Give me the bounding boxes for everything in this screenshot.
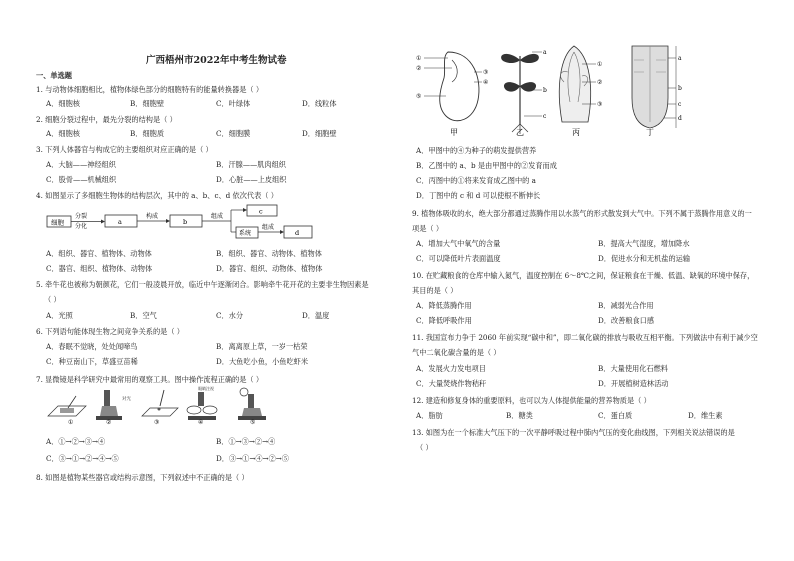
seed-marker-3: ③ <box>483 69 489 76</box>
q10-option-d[interactable]: D．改善粮食口感 <box>598 316 655 325</box>
q11-option-a[interactable]: A．发展火力发电项目 <box>416 364 486 373</box>
arrow-head <box>243 208 247 212</box>
diagram-form-label: 构成 <box>146 213 159 220</box>
section-heading: 一、单选题 <box>36 71 72 80</box>
step-3-marker: ③ <box>154 419 160 426</box>
q8-option-a[interactable]: A．甲图中的④为种子的萌发提供营养 <box>416 146 537 155</box>
q3-option-c[interactable]: C．股骨——机械组织 <box>46 175 117 184</box>
step-1-marker: ① <box>68 419 74 426</box>
figure-label-yi: 乙 <box>516 128 524 137</box>
q1-option-b[interactable]: B．细胞壁 <box>130 99 165 108</box>
figure-bud <box>559 46 602 137</box>
question-12-stem: 12. 建造和修复身体的重要原料，也可以为人体提供能量的营养物质是（ ） <box>412 396 651 405</box>
q10-option-b[interactable]: B．减弱光合作用 <box>598 301 654 310</box>
bud-marker-2: ② <box>597 79 603 86</box>
question-13-stem-line1: 13. 如图为在一个标准大气压下的一次平静呼吸过程中肺内气压的变化曲线图，下列相关说法错误的是 <box>412 428 735 437</box>
question-5-stem-line1: 5. 牵牛花也被称为朝颜花，它们一般凌晨开放，临近中午逐渐闭合。影响牵牛花开花的主要非生物因素是 <box>36 280 369 289</box>
question-3-stem: 3. 下列人体器官与构成它的主要组织对应正确的是（ ） <box>36 145 213 154</box>
page-title: 广西梧州市2022年中考生物试卷 <box>146 55 287 66</box>
q9-option-b[interactable]: B．提高大气湿度，增加降水 <box>598 239 690 248</box>
q3-option-b[interactable]: B．汗腺——肌肉组织 <box>216 160 286 169</box>
root-letter-c: c <box>678 101 682 108</box>
diagram-c-label: c <box>259 207 263 216</box>
q9-option-a[interactable]: A．增加大气中氧气的含量 <box>416 239 501 248</box>
diagram-b-label: b <box>183 218 188 226</box>
bud-marker-3: ③ <box>597 101 603 108</box>
q8-option-d[interactable]: D．丁图中的 c 和 d 可以使根不断伸长 <box>416 191 541 200</box>
q10-option-a[interactable]: A．降低蒸腾作用 <box>416 301 472 310</box>
question-9-stem-line1: 9. 植物体吸收的水，绝大部分都通过蒸腾作用以水蒸气的形式散发到大气中。下列不属于蒸腾作用意义的一 <box>412 209 752 218</box>
root-letter-b: b <box>678 85 682 92</box>
step-1-slide <box>48 396 86 426</box>
q6-option-d[interactable]: D．大鱼吃小鱼，小鱼吃虾米 <box>216 357 309 366</box>
q12-option-a[interactable]: A．脂肪 <box>416 411 443 420</box>
diagram-system-label: 系统 <box>239 230 252 237</box>
diagram-cell-label: 细胞 <box>51 218 64 227</box>
step-2-microscope <box>96 390 131 426</box>
q4-option-a[interactable]: A．组织、器官、植物体、动物体 <box>46 249 152 258</box>
diagram-differ-label: 分化 <box>75 223 88 230</box>
q3-option-d[interactable]: D．心脏——上皮组织 <box>216 175 287 184</box>
q5-option-a[interactable]: A．光照 <box>46 311 73 320</box>
root-letter-a: a <box>678 55 682 62</box>
question-10-stem-line2: 其目的是（ ） <box>412 286 458 295</box>
figure-seedling <box>501 49 547 137</box>
step-5-observe <box>238 388 266 426</box>
q12-option-c[interactable]: C．蛋白质 <box>598 411 633 420</box>
q6-option-b[interactable]: B．离离原上草，一岁一枯荣 <box>216 342 308 351</box>
seedling-letter-a: a <box>543 49 547 56</box>
q12-option-b[interactable]: B．糖类 <box>506 411 533 420</box>
plant-structures-figure <box>412 42 712 138</box>
q2-option-d[interactable]: D．细胞壁 <box>302 129 337 138</box>
bud-marker-1: ① <box>597 61 603 68</box>
q1-option-c[interactable]: C．叶绿体 <box>216 99 251 108</box>
q4-option-b[interactable]: B．组织、器官、动物体、植物体 <box>216 249 322 258</box>
q4-option-c[interactable]: C．器官、组织、植物体、动物体 <box>46 264 153 273</box>
q9-option-d[interactable]: D．促进水分和无机盐的运输 <box>598 254 691 263</box>
diagram-split-label: 分裂 <box>75 213 88 220</box>
question-9-stem-line2: 项是（ ） <box>412 224 444 233</box>
q2-option-a[interactable]: A．细胞核 <box>46 129 80 138</box>
q5-option-d[interactable]: D．温度 <box>302 311 330 320</box>
q12-option-d[interactable]: D．维生素 <box>688 411 723 420</box>
question-10-stem-line1: 10. 在贮藏粮食的仓库中输入氮气，温度控制在 6～8℃之间，保证粮食在干燥、低温、缺氧的环境中保存， <box>412 271 755 280</box>
arrow-head <box>101 220 105 224</box>
seedling-letter-c: c <box>543 113 547 120</box>
question-6-stem: 6. 下列语句能体现生物之间竞争关系的是（ ） <box>36 327 184 336</box>
question-11-stem-line1: 11. 我国宣布力争于 2060 年前实现“碳中和”，即二氧化碳的排放与吸收互相平衡。下列做法中有利于减少空 <box>412 333 758 342</box>
step-2-marker: ② <box>106 419 112 426</box>
question-2-stem: 2. 细胞分裂过程中，最先分裂的结构是（ ） <box>36 115 177 124</box>
seed-marker-1: ① <box>416 55 422 62</box>
q6-option-c[interactable]: C．种豆南山下，草盛豆苗稀 <box>46 357 138 366</box>
figure-label-ding: 丁 <box>646 128 654 137</box>
q1-option-a[interactable]: A．细胞核 <box>46 99 80 108</box>
q7-option-d[interactable]: D．③→①→④→②→⑤ <box>216 454 289 463</box>
q11-option-c[interactable]: C．大量焚烧作物秸秆 <box>416 379 487 388</box>
q2-option-b[interactable]: B．细胞质 <box>130 129 165 138</box>
seedling-letter-b: b <box>543 87 547 94</box>
q1-option-d[interactable]: D．线粒体 <box>302 99 337 108</box>
q9-option-c[interactable]: C．可以降低叶片表面温度 <box>416 254 501 263</box>
figure-label-bing: 丙 <box>572 128 580 137</box>
question-8-stem: 8. 如图是植物某些器官或结构示意图，下列叙述中不正确的是（ ） <box>36 473 249 482</box>
question-7-stem: 7. 显微镜是科学研究中最常用的观察工具。图中操作流程正确的是（ ） <box>36 375 264 384</box>
q5-option-b[interactable]: B．空气 <box>130 311 157 320</box>
q11-option-d[interactable]: D．开展植树造林活动 <box>598 379 669 388</box>
figure-root-tip <box>632 46 682 137</box>
question-13-stem-line2: （ ） <box>416 443 433 452</box>
seed-marker-2: ② <box>416 65 422 72</box>
q10-option-c[interactable]: C．降低呼吸作用 <box>416 316 472 325</box>
question-4-stem: 4. 如图显示了多细胞生物体的结构层次，其中的 a、b、c、d 依次代表（ ） <box>36 191 278 200</box>
q4-option-d[interactable]: D．器官、组织、动物体、植物体 <box>216 264 323 273</box>
seed-marker-4: ④ <box>483 79 489 86</box>
step-4-adjust <box>187 386 217 426</box>
diagram-compose2-label: 组成 <box>262 224 275 231</box>
structure-levels-diagram <box>46 204 316 244</box>
q11-option-b[interactable]: B．大量使用化石燃料 <box>598 364 668 373</box>
step-5-marker: ⑤ <box>250 419 256 426</box>
arrow-head <box>166 219 170 223</box>
q7-option-b[interactable]: B．①→③→②→④ <box>216 437 276 446</box>
svg-text:眼睛注视: 眼睛注视 <box>198 386 214 391</box>
figure-label-jia: 甲 <box>450 128 458 137</box>
q8-option-b[interactable]: B．乙图中的 a、b 是由甲图中的②发育而成 <box>416 161 557 170</box>
diagram-a-label: a <box>118 218 122 226</box>
arrow-head <box>280 230 284 234</box>
svg-text:对光: 对光 <box>122 397 131 402</box>
step-4-marker: ④ <box>198 419 204 426</box>
step-3-drop <box>142 390 178 426</box>
diagram-compose-label: 组成 <box>211 213 224 220</box>
question-5-stem-line2: （ ） <box>44 295 61 304</box>
seed-marker-5: ⑤ <box>416 93 422 100</box>
question-1-stem: 1. 与动物体细胞相比，植物体绿色部分的细胞特有的能量转换器是（ ） <box>36 85 264 94</box>
q5-option-c[interactable]: C．水分 <box>216 311 244 320</box>
q8-option-c[interactable]: C．丙图中的①将来发育成乙图中的 a <box>416 176 536 185</box>
figure-seed <box>416 52 488 137</box>
q2-option-c[interactable]: C．细胞膜 <box>216 129 251 138</box>
question-11-stem-line2: 气中二氧化碳含量的是（ ） <box>412 348 501 357</box>
q7-option-c[interactable]: C．③→①→②→④→⑤ <box>46 454 119 463</box>
root-letter-d: d <box>678 115 682 122</box>
diagram-d-label: d <box>295 229 300 237</box>
q3-option-a[interactable]: A．大脑——神经组织 <box>46 160 116 169</box>
microscope-steps-figure <box>46 386 286 426</box>
q7-option-a[interactable]: A．①→②→③→④ <box>46 437 106 446</box>
q6-option-a[interactable]: A．春眠不觉晓，处处闻啼鸟 <box>46 342 138 351</box>
